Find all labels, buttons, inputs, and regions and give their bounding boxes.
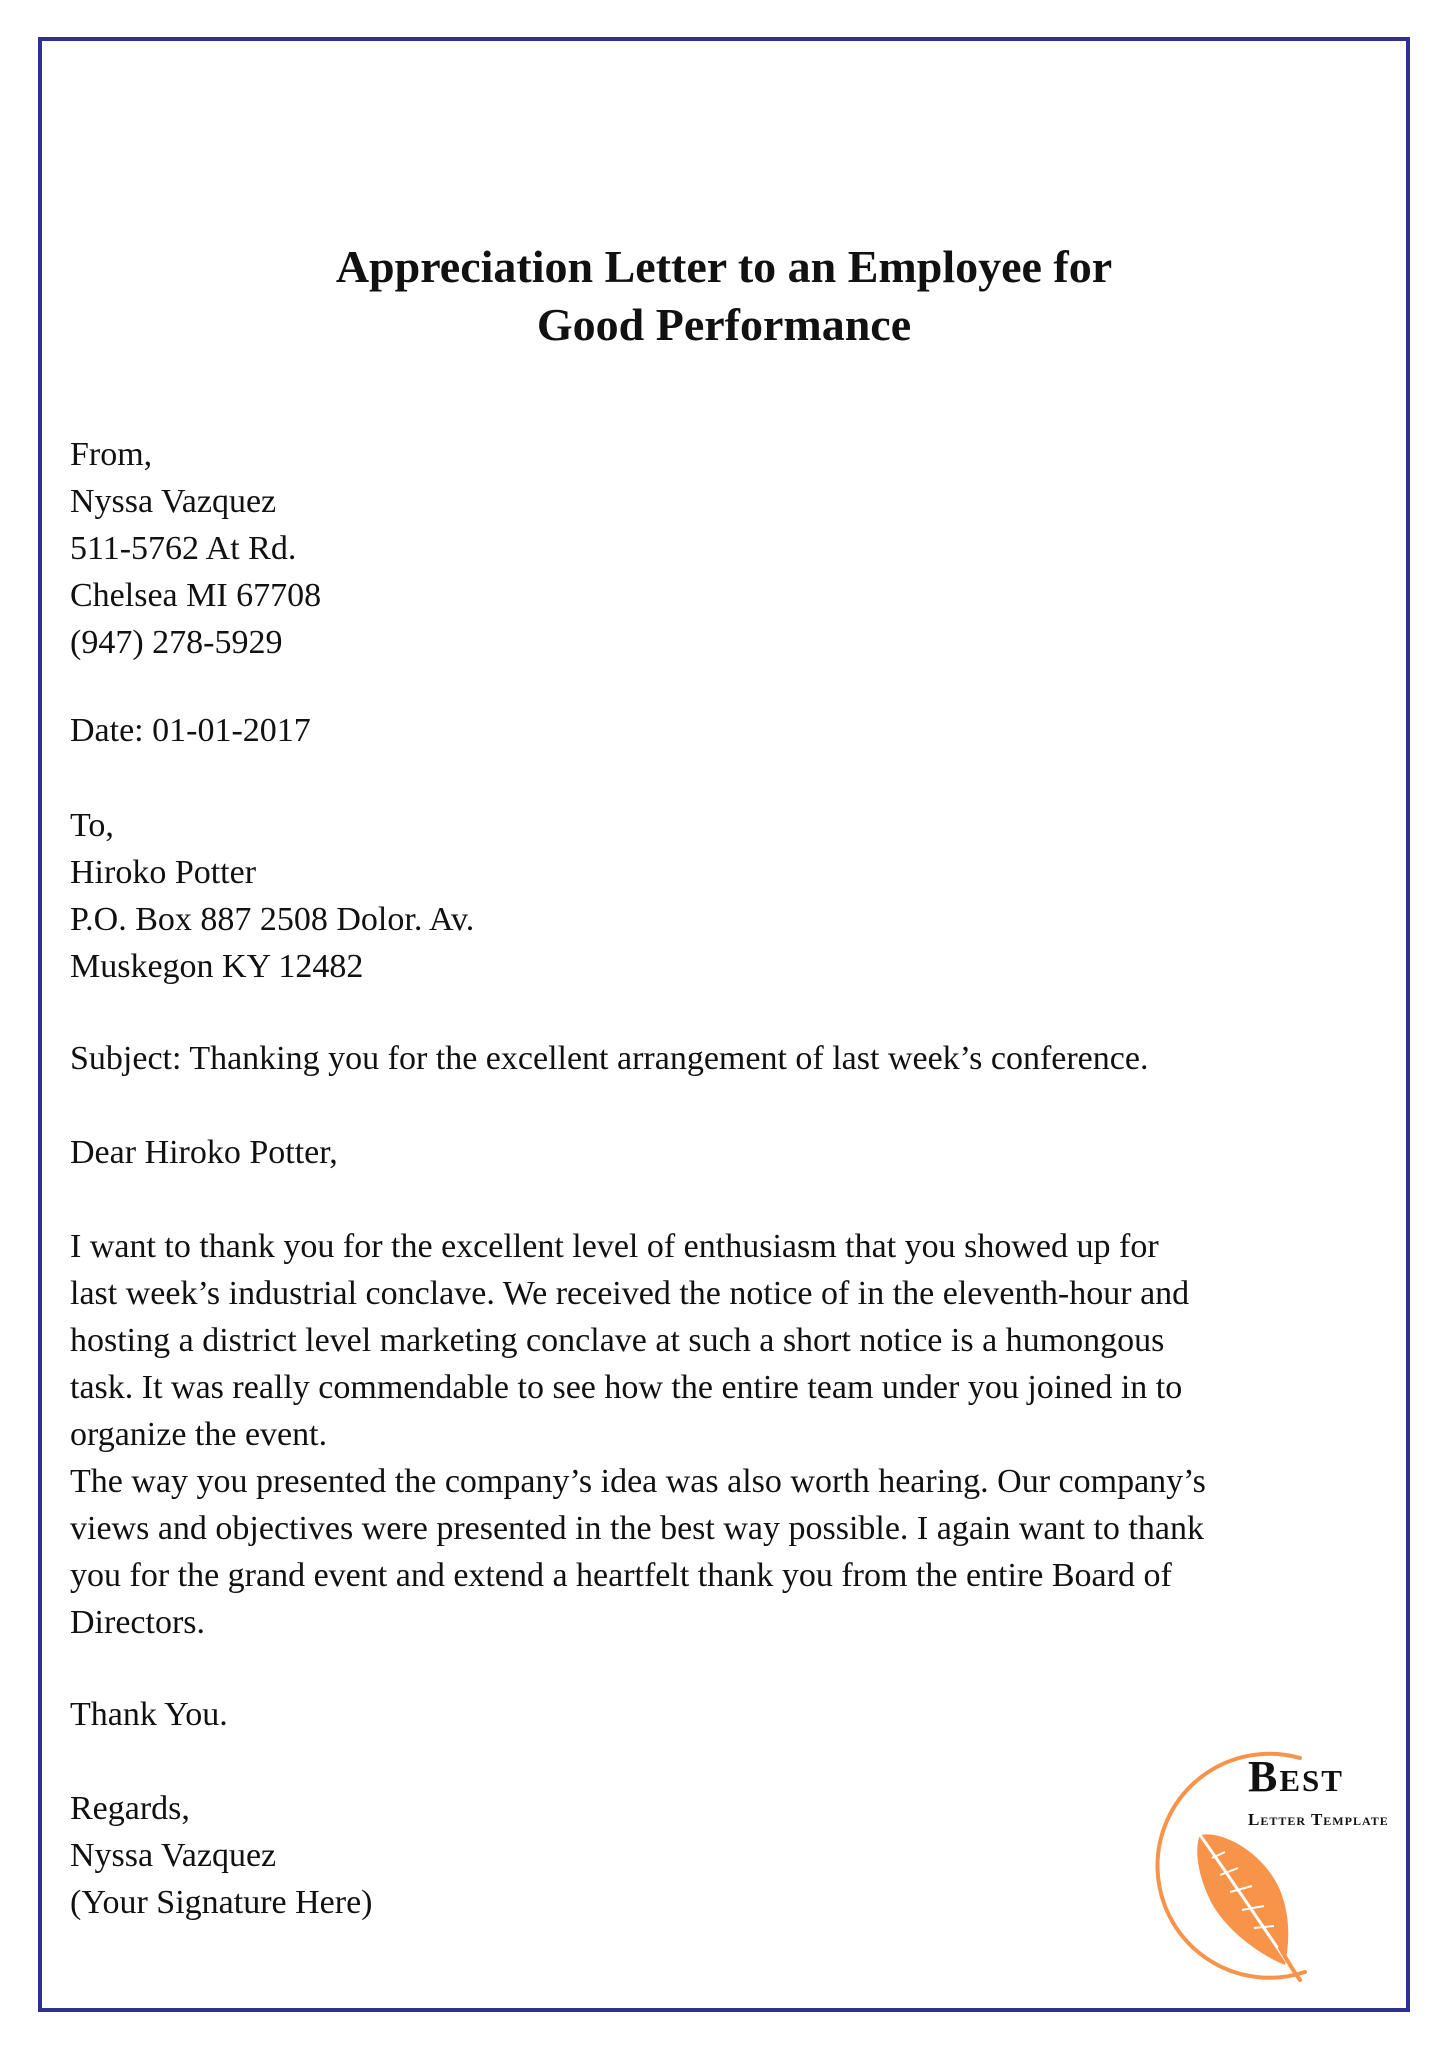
recipient-label: To,	[70, 807, 114, 844]
recipient-block	[70, 802, 474, 990]
paragraph-1-line: I want to thank you for the excellent level of enthusiasm that you showed up for	[70, 1228, 1159, 1265]
feather-quill-icon	[1197, 1834, 1300, 1980]
title-line-1: Appreciation Letter to an Employee for	[335, 241, 1113, 292]
sender-block	[70, 431, 321, 666]
paragraph-2-line: Directors.	[70, 1604, 206, 1641]
recipient-city: Muskegon KY 12482	[70, 948, 364, 985]
closing-label: Regards,	[70, 1790, 190, 1827]
closing-signature: (Your Signature Here)	[70, 1884, 373, 1921]
paragraph-2-line: views and objectives were presented in the best way possible. I again want to thank	[70, 1510, 1204, 1547]
sender-address: 511-5762 At Rd.	[70, 530, 297, 567]
letter-title	[0, 238, 1448, 354]
letter-salutation: Dear Hiroko Potter,	[70, 1134, 338, 1171]
sender-city: Chelsea MI 67708	[70, 577, 322, 614]
sender-name: Nyssa Vazquez	[70, 483, 277, 520]
closing-name: Nyssa Vazquez	[70, 1837, 277, 1874]
recipient-name: Hiroko Potter	[70, 854, 257, 891]
paragraph-1-line: last week’s industrial conclave. We received the notice of in the eleventh-hour and	[70, 1275, 1190, 1312]
letter-body	[70, 1223, 1370, 1646]
paragraph-1-line: task. It was really commendable to see how the entire team under you joined in to	[70, 1369, 1183, 1406]
thanks-line	[70, 1691, 228, 1738]
date-line	[70, 707, 311, 754]
logo-subtitle: Letter Template	[1248, 1810, 1389, 1829]
closing-block	[70, 1785, 372, 1926]
sender-phone: (947) 278-5929	[70, 624, 283, 661]
paragraph-1-line: organize the event.	[70, 1416, 328, 1453]
letter-thanks: Thank You.	[70, 1696, 228, 1733]
subject-line	[70, 1035, 1148, 1082]
sender-label: From,	[70, 436, 153, 473]
recipient-address: P.O. Box 887 2508 Dolor. Av.	[70, 901, 475, 938]
letter-subject: Subject: Thanking you for the excellent arrangement of last week’s conference.	[70, 1040, 1149, 1077]
paragraph-2-line: The way you presented the company’s idea was also worth hearing. Our company’s	[70, 1463, 1206, 1500]
title-line-2: Good Performance	[536, 299, 912, 350]
logo-title: Best	[1248, 1752, 1344, 1801]
paragraph-2-line: you for the grand event and extend a heartfelt thank you from the entire Board of	[70, 1557, 1172, 1594]
letter-date: Date: 01-01-2017	[70, 712, 311, 749]
salutation-line	[70, 1129, 338, 1176]
paragraph-1-line: hosting a district level marketing conclave at such a short notice is a humongous	[70, 1322, 1165, 1359]
